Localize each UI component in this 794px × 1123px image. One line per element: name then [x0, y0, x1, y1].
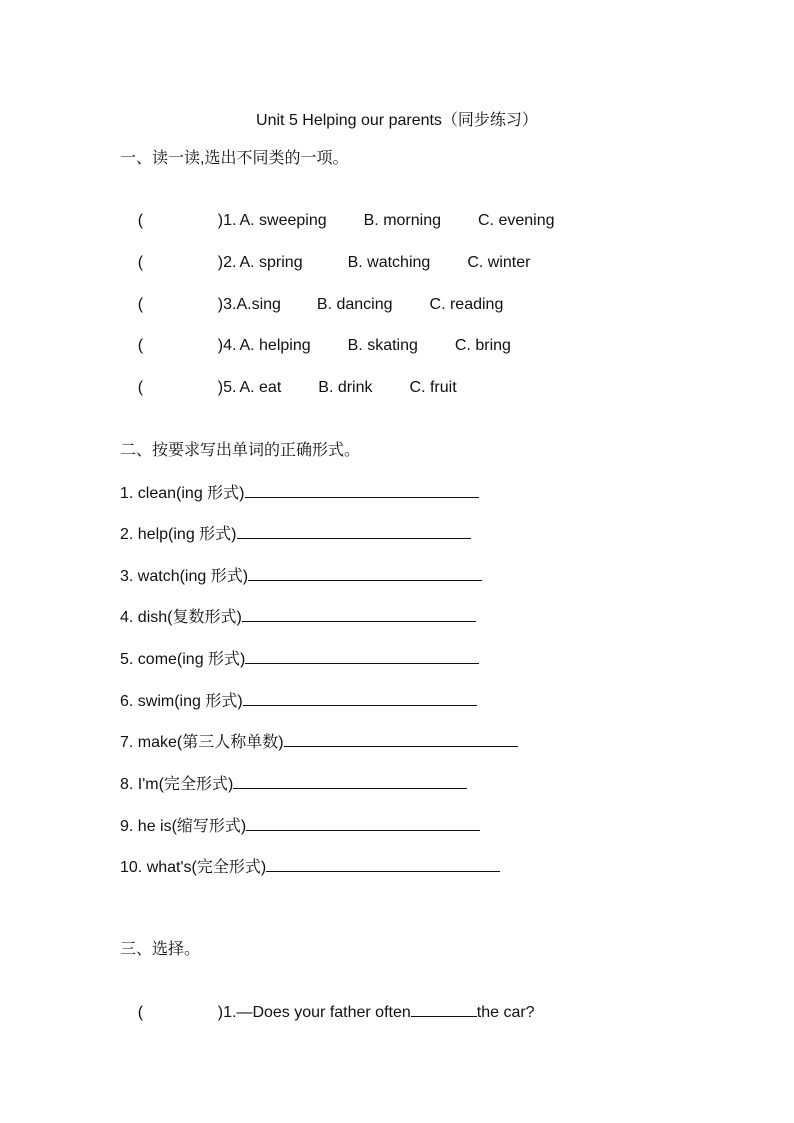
fill-item-10	[120, 857, 500, 878]
fill-item-6	[120, 691, 477, 712]
fill-item-4	[120, 607, 476, 628]
question-number: )2.	[217, 254, 237, 271]
option-c: C. bring	[454, 337, 511, 354]
question-number: )1.	[217, 212, 237, 229]
answer-blank[interactable]	[248, 566, 482, 581]
answer-blank[interactable]	[242, 607, 476, 622]
option-c: C. evening	[478, 212, 555, 229]
option-a: A. spring	[239, 254, 303, 271]
question-number: )4.	[217, 337, 237, 354]
option-b: B. dancing	[316, 296, 393, 313]
fill-item-prompt: 1. clean(ing 形式)	[120, 485, 245, 502]
option-c: C. winter	[467, 254, 531, 271]
fill-item-2	[120, 524, 471, 545]
section1-heading: 一、读一读,选出不同类的一项。	[120, 150, 349, 167]
question-number: )5.	[217, 379, 237, 396]
fill-item-prompt: 4. dish(复数形式)	[120, 609, 242, 626]
option-b: B. skating	[347, 337, 418, 354]
option-c: C. fruit	[409, 379, 457, 396]
answer-paren: (	[137, 1004, 144, 1021]
fill-item-prompt: 2. help(ing 形式)	[120, 526, 237, 543]
option-b: B. drink	[318, 379, 373, 396]
question-stem-end: the car?	[476, 1004, 535, 1021]
answer-paren: (	[137, 337, 144, 354]
fill-item-7	[120, 732, 518, 753]
section3-question-1	[120, 982, 535, 1043]
option-a: A. eat	[239, 379, 282, 396]
option-c: C. reading	[429, 296, 504, 313]
answer-paren: (	[137, 379, 144, 396]
answer-paren: (	[137, 212, 144, 229]
question-stem: —Does your father often	[236, 1004, 411, 1021]
question-number: )3.	[217, 296, 237, 313]
section2-heading: 二、按要求写出单词的正确形式。	[120, 442, 361, 459]
fill-item-9	[120, 816, 480, 837]
option-a: A. helping	[239, 337, 311, 354]
answer-blank[interactable]	[246, 816, 480, 831]
fill-item-prompt: 8. I'm(完全形式)	[120, 776, 234, 793]
fill-item-8	[120, 774, 467, 795]
section1-question-5	[120, 358, 457, 418]
answer-blank[interactable]	[245, 483, 479, 498]
answer-blank[interactable]	[243, 691, 477, 706]
fill-item-3	[120, 566, 482, 587]
fill-item-1	[120, 483, 479, 504]
option-a: A. sweeping	[239, 212, 327, 229]
answer-blank[interactable]	[233, 774, 467, 789]
fill-item-prompt: 6. swim(ing 形式)	[120, 693, 243, 710]
answer-blank[interactable]	[245, 649, 479, 664]
option-a: A.sing	[236, 296, 281, 313]
answer-paren: (	[137, 296, 144, 313]
fill-item-prompt: 9. he is(缩写形式)	[120, 818, 247, 835]
answer-blank[interactable]	[237, 524, 471, 539]
answer-blank[interactable]	[266, 857, 500, 872]
fill-item-prompt: 5. come(ing 形式)	[120, 651, 246, 668]
question-number: )1.	[217, 1004, 237, 1021]
worksheet-title: Unit 5 Helping our parents（同步练习）	[256, 112, 538, 129]
answer-blank[interactable]	[411, 1002, 477, 1017]
fill-item-prompt: 7. make(第三人称单数)	[120, 734, 284, 751]
option-b: B. morning	[363, 212, 441, 229]
option-b: B. watching	[347, 254, 431, 271]
section3-heading: 三、选择。	[120, 941, 201, 958]
answer-paren: (	[137, 254, 144, 271]
answer-blank[interactable]	[284, 732, 518, 747]
fill-item-prompt: 10. what's(完全形式)	[120, 859, 267, 876]
fill-item-5	[120, 649, 479, 670]
fill-item-prompt: 3. watch(ing 形式)	[120, 568, 249, 585]
